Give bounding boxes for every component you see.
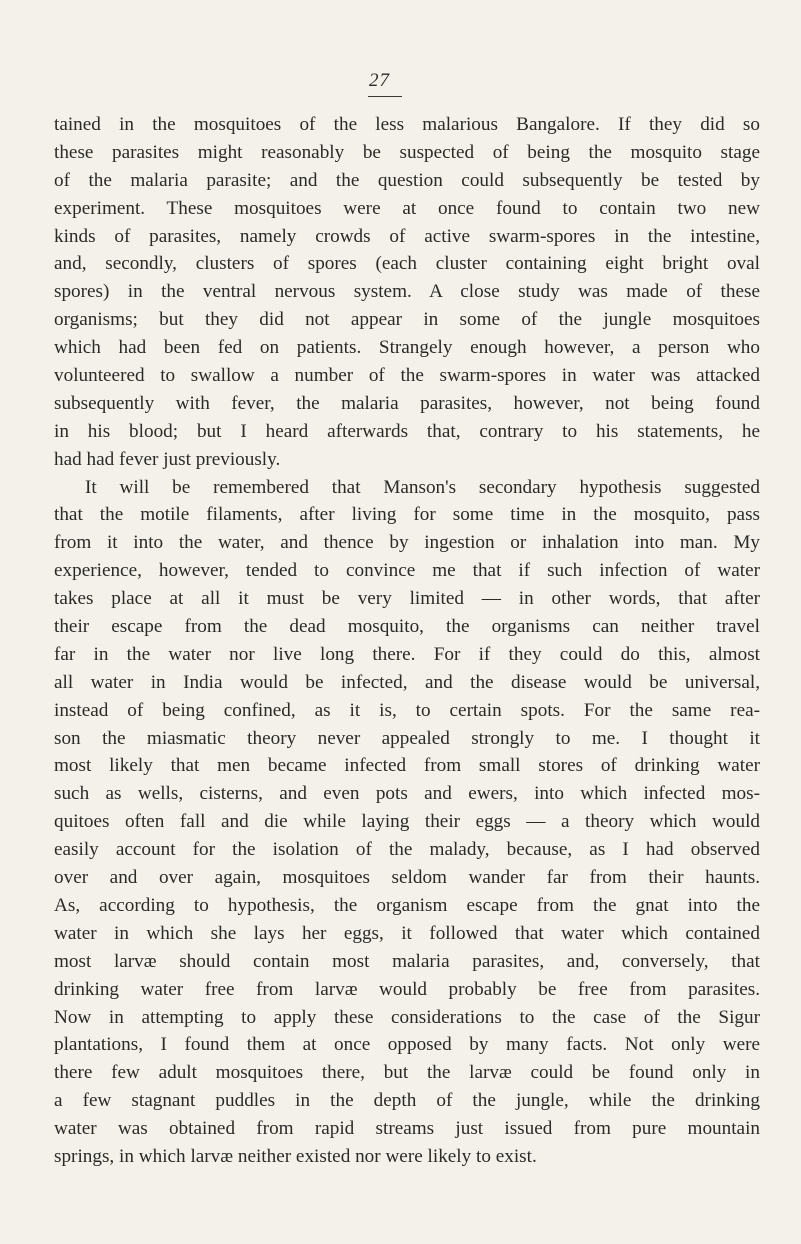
text-line: of the malaria parasite; and the question could subsequently be tested by bbox=[54, 169, 760, 191]
text-line: volunteered to swallow a number of the swarm-spores in water was attacked bbox=[54, 365, 760, 387]
text-line: in his blood; but I heard afterwards that, contrary to his statements, he bbox=[54, 420, 760, 442]
text-line: drinking water free from larvæ would probably be free from parasites. bbox=[54, 978, 760, 1000]
text-line: experience, however, tended to convince me that if such infection of water bbox=[54, 560, 760, 582]
text-line: water in which she lays her eggs, it followed that water which contained bbox=[54, 922, 760, 944]
text-line: water was obtained from rapid streams just issued from pure mountain bbox=[54, 1118, 760, 1140]
text-line: springs, in which larvæ neither existed nor were likely to exist. bbox=[54, 1145, 537, 1167]
text-line: such as wells, cisterns, and even pots and ewers, into which infected mos- bbox=[54, 783, 760, 805]
text-line: son the miasmatic theory never appealed strongly to me. I thought it bbox=[54, 727, 760, 749]
text-line: had had fever just previously. bbox=[54, 448, 281, 470]
text-line: It will be remembered that Manson's secondary hypothesis suggested bbox=[85, 476, 760, 498]
text-line: quitoes often fall and die while laying their eggs — a theory which would bbox=[54, 811, 760, 833]
text-line: easily account for the isolation of the malady, because, as I had observed bbox=[54, 839, 760, 861]
page-number-underline bbox=[368, 96, 402, 97]
text-line: from it into the water, and thence by ingestion or inhalation into man. My bbox=[54, 532, 760, 554]
text-line: there few adult mosquitoes there, but the larvæ could be found only in bbox=[54, 1062, 760, 1084]
text-line: these parasites might reasonably be suspected of being the mosquito stage bbox=[54, 141, 760, 163]
text-line: spores) in the ventral nervous system. A close study was made of these bbox=[54, 281, 760, 303]
text-line: tained in the mosquitoes of the less malarious Bangalore. If they did so bbox=[54, 114, 760, 135]
text-line: kinds of parasites, namely crowds of active swarm-spores in the intestine, bbox=[54, 225, 760, 247]
text-line: plantations, I found them at once opposed by many facts. Not only were bbox=[54, 1034, 760, 1056]
text-line: that the motile filaments, after living for some time in the mosquito, pass bbox=[54, 504, 760, 526]
text-line: most likely that men became infected from small stores of drinking water bbox=[54, 755, 760, 777]
text-line: subsequently with fever, the malaria parasites, however, not being found bbox=[54, 392, 760, 414]
text-line: instead of being confined, as it is, to certain spots. For the same rea- bbox=[54, 699, 760, 721]
text-line: their escape from the dead mosquito, the organisms can neither travel bbox=[54, 616, 760, 638]
text-line: experiment. These mosquitoes were at once found to contain two new bbox=[54, 197, 760, 219]
body-text bbox=[54, 111, 760, 1171]
page-number: 27 bbox=[369, 70, 390, 91]
text-line: most larvæ should contain most malaria parasites, and, conversely, that bbox=[54, 950, 760, 972]
text-line: and, secondly, clusters of spores (each cluster containing eight bright oval bbox=[54, 253, 760, 275]
text-line: organisms; but they did not appear in some of the jungle mosquitoes bbox=[54, 309, 760, 331]
text-line: over and over again, mosquitoes seldom wander far from their haunts. bbox=[54, 867, 760, 889]
text-line: a few stagnant puddles in the depth of the jungle, while the drinking bbox=[54, 1090, 760, 1112]
text-line: all water in India would be infected, and the disease would be universal, bbox=[54, 671, 760, 693]
text-line: As, according to hypothesis, the organism escape from the gnat into the bbox=[54, 894, 760, 916]
text-line: Now in attempting to apply these considerations to the case of the Sigur bbox=[54, 1006, 760, 1028]
text-line: takes place at all it must be very limited — in other words, that after bbox=[54, 588, 760, 610]
text-line: which had been fed on patients. Strangely enough however, a person who bbox=[54, 337, 760, 359]
text-line: far in the water nor live long there. For if they could do this, almost bbox=[54, 643, 760, 665]
